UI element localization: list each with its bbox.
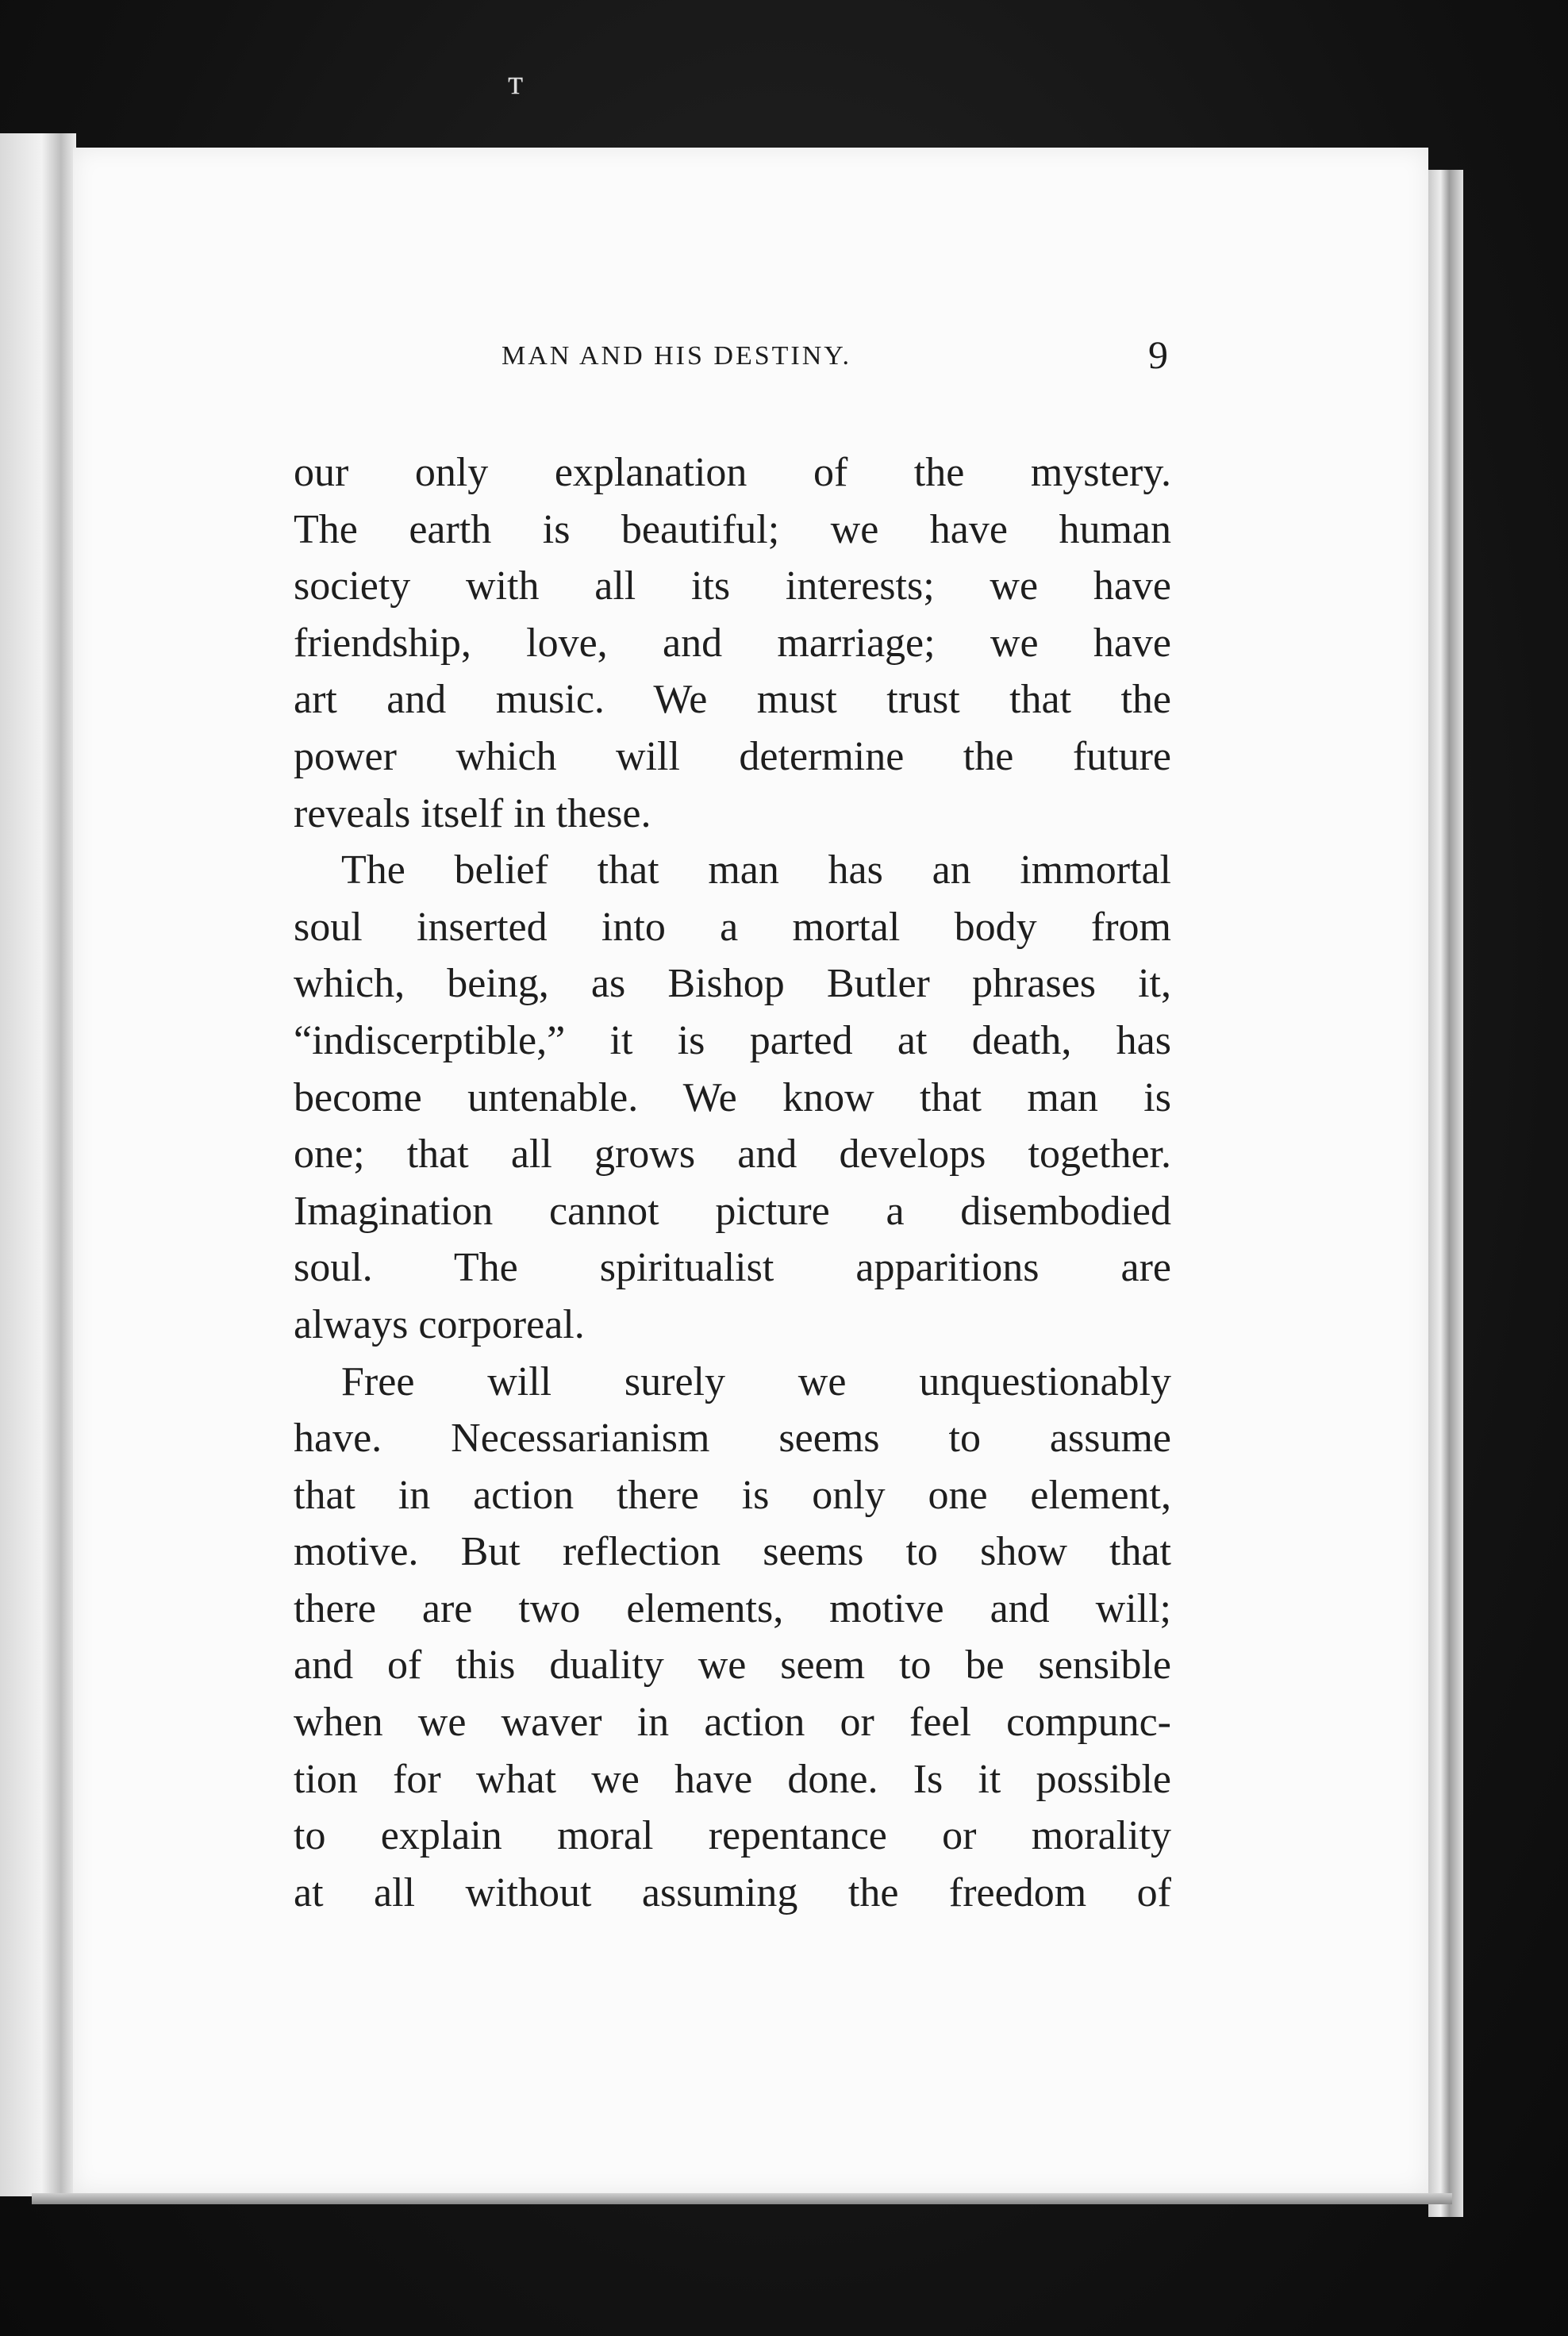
- text-line: which, being, as Bishop Butler phrases it,: [294, 961, 1171, 1007]
- page-number: 9: [1148, 332, 1168, 377]
- paragraph-1: [294, 444, 1171, 842]
- text-line: soul. The spiritualist apparitions are: [294, 1245, 1171, 1291]
- text-line: reveals itself in these.: [294, 790, 651, 836]
- page-header: [294, 332, 1174, 379]
- text-line: friendship, love, and marriage; we have: [294, 620, 1171, 666]
- text-line: Free will surely we unquestionably: [341, 1358, 1171, 1404]
- text-line: Imagination cannot picture a disembodied: [294, 1188, 1171, 1234]
- body-text: [294, 444, 1171, 1921]
- page-bottom-edge: [32, 2193, 1452, 2204]
- text-line: when we waver in action or feel compunc-: [294, 1700, 1171, 1746]
- page-stack-edge: [1428, 170, 1463, 2217]
- paragraph-2: [294, 842, 1171, 1353]
- text-line: have. Necessarianism seems to assume: [294, 1416, 1171, 1462]
- text-line: one; that all grows and develops together.: [294, 1132, 1171, 1178]
- text-line: our only explanation of the mystery.: [294, 450, 1171, 495]
- text-line: motive. But reflection seems to show that: [294, 1529, 1171, 1575]
- text-line: that in action there is only one element,: [294, 1472, 1171, 1518]
- paragraph-3: [294, 1354, 1171, 1922]
- text-line: soul inserted into a mortal body from: [294, 904, 1171, 950]
- text-line: and of this duality we seem to be sensible: [294, 1642, 1171, 1689]
- text-line: to explain moral repentance or morality: [294, 1813, 1171, 1859]
- running-head: MAN AND HIS DESTINY.: [502, 341, 851, 371]
- text-line: at all without assuming the freedom of: [294, 1869, 1171, 1915]
- text-line: become untenable. We know that man is: [294, 1074, 1171, 1120]
- facing-page-edge: [0, 133, 76, 2196]
- text-line: always corporeal.: [294, 1301, 585, 1347]
- text-line: “indiscerptible,” it is parted at death, has: [294, 1017, 1171, 1063]
- text-line: tion for what we have done. Is it possible: [294, 1756, 1171, 1802]
- text-line: there are two elements, motive and will;: [294, 1585, 1171, 1631]
- text-line: power which will determine the future: [294, 733, 1171, 779]
- scan-speck: ᴛ: [508, 63, 524, 102]
- text-line: society with all its interests; we have: [294, 563, 1171, 609]
- text-line: The earth is beautiful; we have human: [294, 506, 1171, 552]
- text-line: art and music. We must trust that the: [294, 677, 1171, 723]
- text-line: The belief that man has an immortal: [341, 847, 1171, 893]
